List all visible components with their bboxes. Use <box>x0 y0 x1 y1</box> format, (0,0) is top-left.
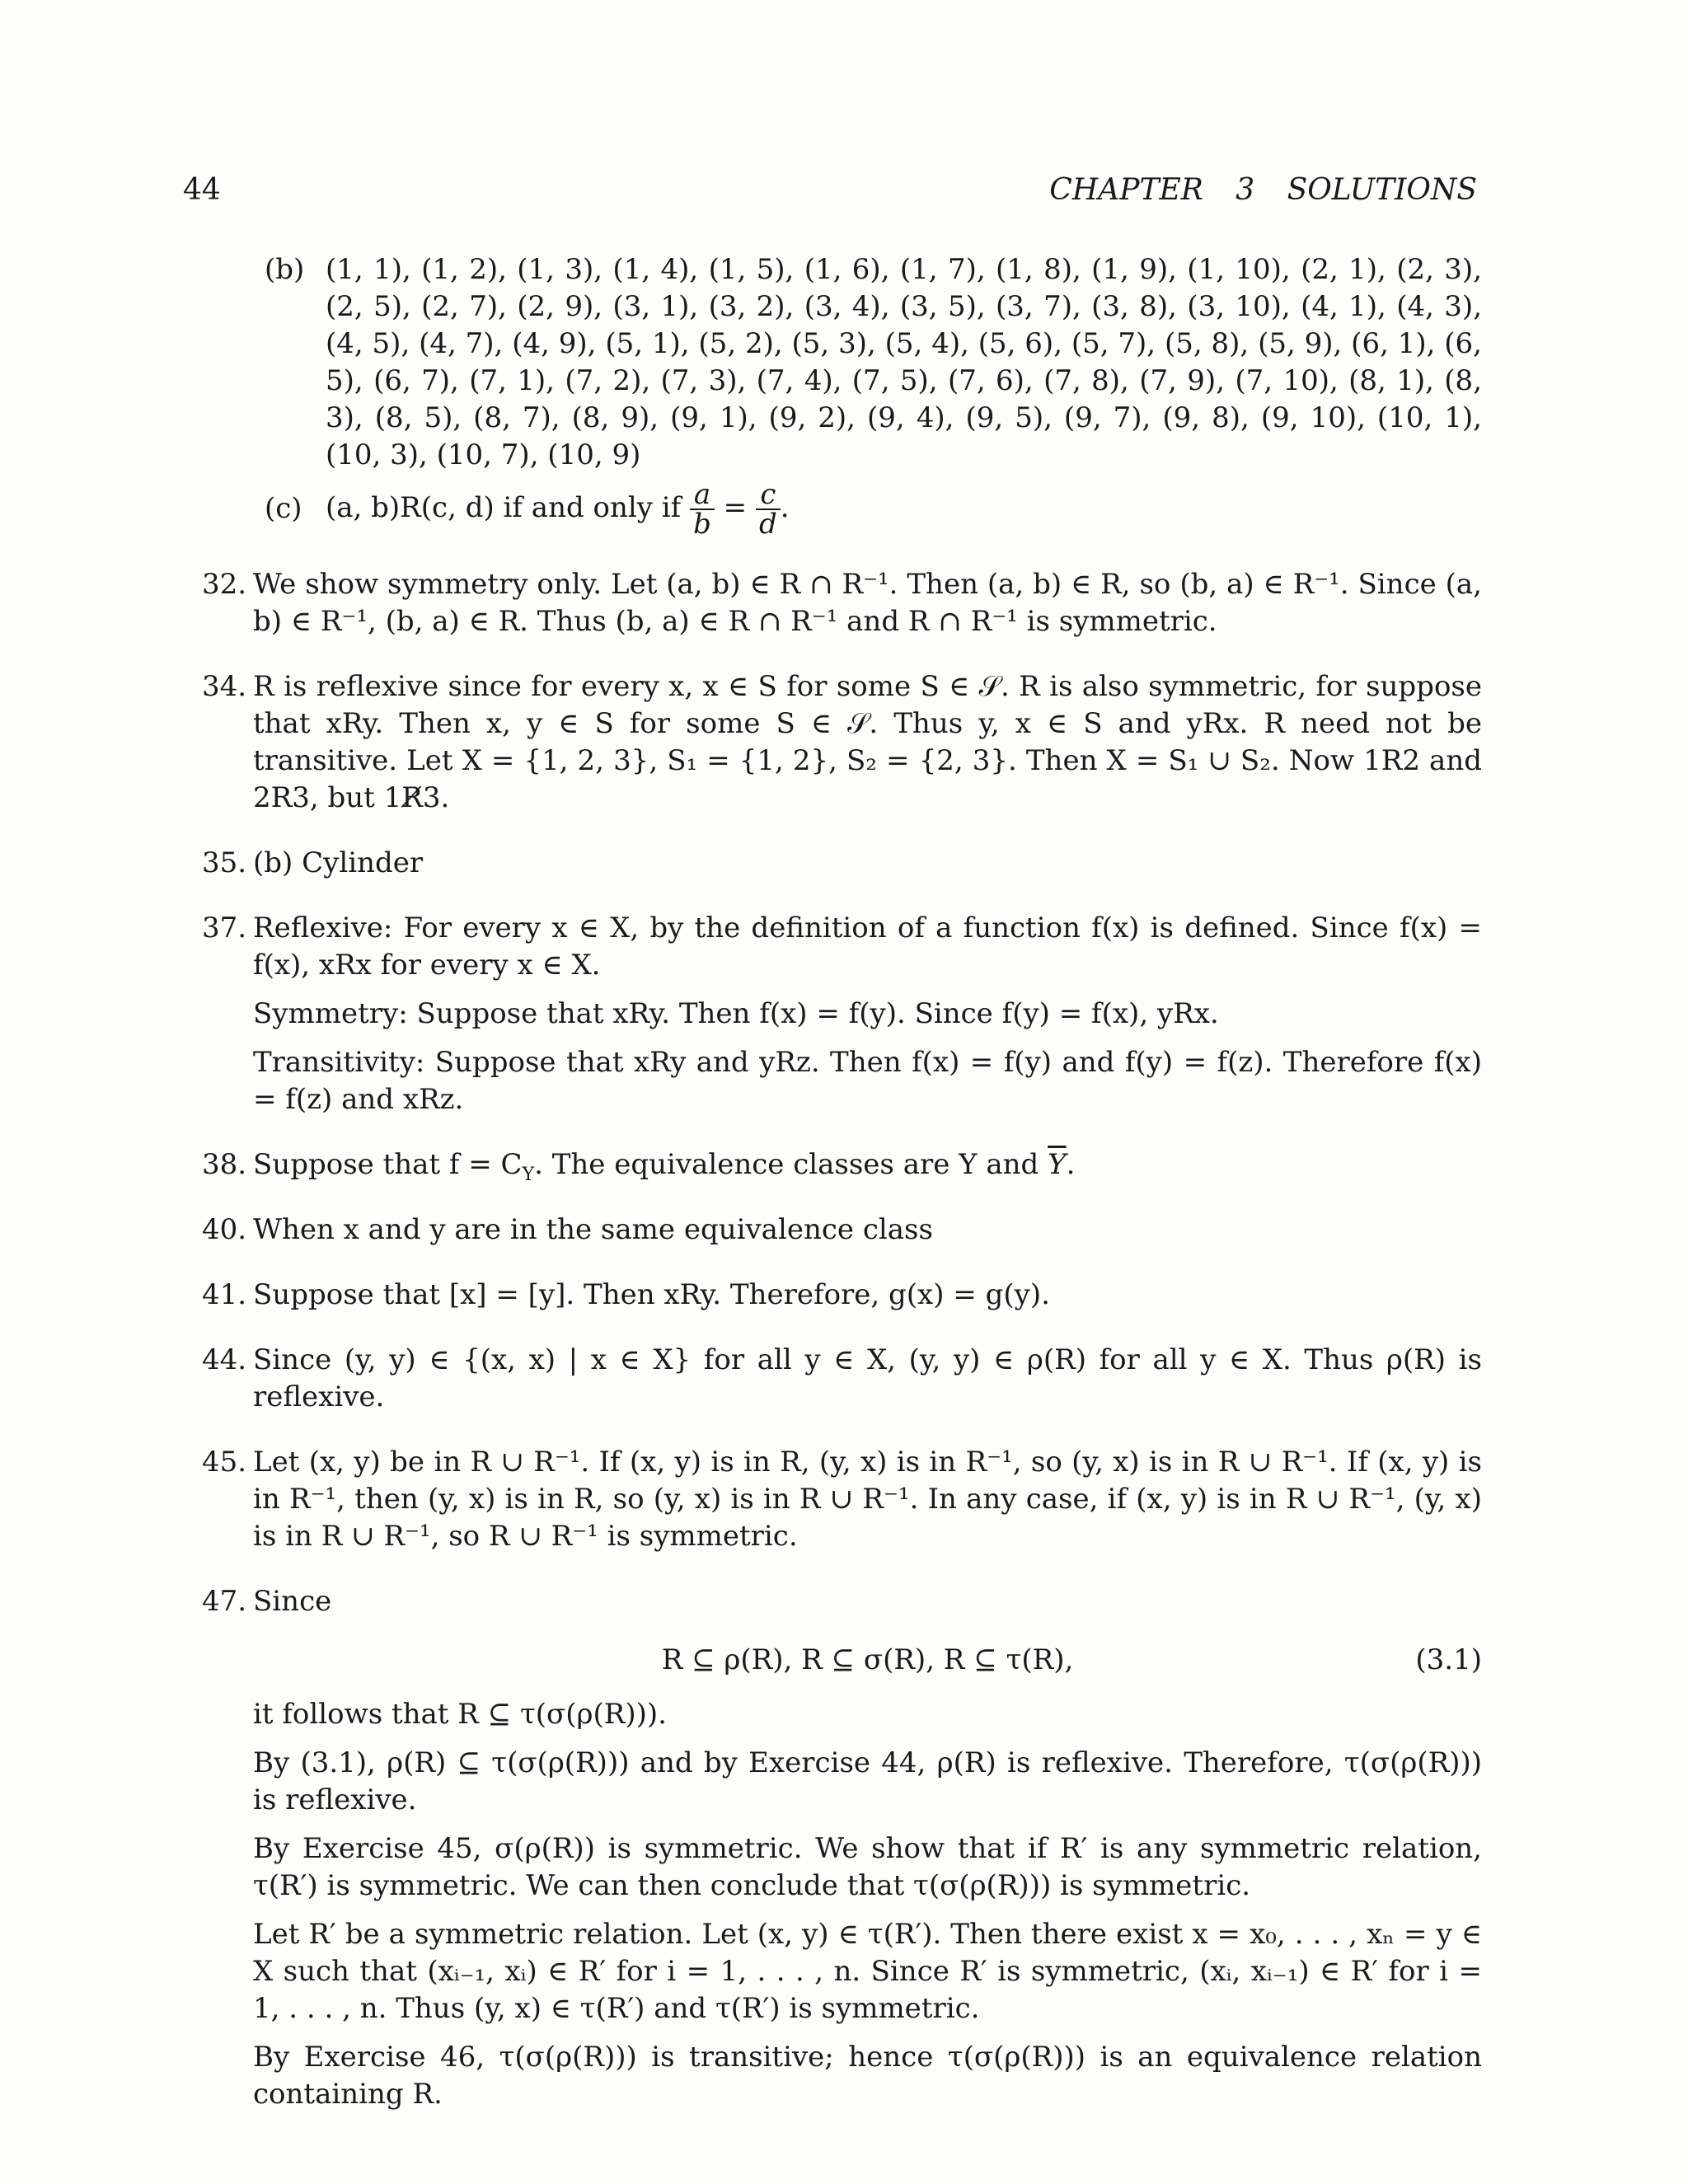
exercise-number: 35. <box>202 846 247 879</box>
exercise-text: When x and y are in the same equivalence class <box>253 1213 933 1246</box>
exercise-number: 32. <box>202 568 247 601</box>
page-number: 44 <box>183 173 221 207</box>
exercise-text: R is reflexive since for every x, x ∈ S for some S ∈ 𝒮. R is also symmetric, for suppose that xRy. Then x, y ∈ S for some S ∈ 𝒮. Thus y, x ∈ S and yRx. R need not be transitive. Let X = {1, 2, 3}, S₁ = {1, 2}, S₂ = {2, 3}. Then X = S₁ ∪ S₂. Now 1R2 and 2R3, but 1R̸3. <box>253 670 1482 814</box>
running-head: CHAPTER 3 SOLUTIONS <box>1049 173 1477 207</box>
exercise-number: 40. <box>202 1213 247 1246</box>
paragraph-1: it follows that R ⊆ τ(σ(ρ(R))). <box>253 1698 667 1731</box>
exercise-31c <box>202 478 1482 541</box>
exercise-37 <box>202 910 1482 1118</box>
exercise-number: 37. <box>202 912 247 944</box>
exercise-text: Suppose that $f = C_Y$. The equivalence classes are Y and $\overline{Y}$. <box>253 1148 1076 1185</box>
exercise-text: Since (y, y) ∈ {(x, x) | x ∈ X} for all y ∈ X, (y, y) ∈ ρ(R) for all y ∈ X. Thus ρ(R) is reflexive. <box>253 1343 1482 1413</box>
equals-sign: = <box>723 491 748 524</box>
paragraph-4: Let R′ be a symmetric relation. Let (x, y) ∈ τ(R′). Then there exist x = x₀, . . . , xₙ = y ∈ X such that (xᵢ₋₁, xᵢ) ∈ R′ for i = 1, . . . , n. Since R′ is symmetric, (xᵢ, xᵢ₋₁) ∈ R′ for i = 1, . . . , n. Thus (y, x) ∈ τ(R′) and τ(R′) is symmetric. <box>253 1918 1482 2025</box>
relation-pairs: (1, 1), (1, 2), (1, 3), (1, 4), (1, 5), (1, 6), (1, 7), (1, 8), (1, 9), (1, 10), (2, 1), (2, 3), (2, 5), (2, 7), (2, 9), (3, 1), (3, 2), (3, 4), (3, 5), (3, 7), (3, 8), (3, 10), (4, 1), (4, 3), (4, 5), (4, 7), (4, 9), (5, 1), (5, 2), (5, 3), (5, 4), (5, 6), (5, 7), (5, 8), (5, 9), (6, 1), (6, 5), (6, 7), (7, 1), (7, 2), (7, 3), (7, 4), (7, 5), (7, 6), (7, 8), (7, 9), (7, 10), (8, 1), (8, 3), (8, 5), (8, 7), (8, 9), (9, 1), (9, 2), (9, 4), (9, 5), (9, 7), (9, 8), (9, 10), (10, 1), (10, 3), (10, 7), (10, 9) <box>326 253 1482 471</box>
paragraph-2: By (3.1), ρ(R) ⊆ τ(σ(ρ(R))) and by Exercise 44, ρ(R) is reflexive. Therefore, τ(σ(ρ(R))) is reflexive. <box>253 1746 1482 1816</box>
exercise-34 <box>202 668 1482 817</box>
display-equation <box>253 1632 1482 1690</box>
exercise-number: 45. <box>202 1446 247 1479</box>
exercise-38 <box>202 1146 1482 1183</box>
exercise-text: Suppose that [x] = [y]. Then xRy. Therefore, g(x) = g(y). <box>253 1278 1050 1311</box>
part-c-text: (a, b)R(c, d) if and only if <box>326 491 682 524</box>
exercise-32 <box>202 566 1482 640</box>
fraction-c-over-d: $\frac{c}{d}$ <box>756 480 781 538</box>
paragraph-5: By Exercise 46, τ(σ(ρ(R))) is transitive; hence τ(σ(ρ(R))) is an equivalence relation containing R. <box>253 2041 1482 2111</box>
paragraph-3: By Exercise 45, σ(ρ(R)) is symmetric. We show that if R′ is any symmetric relation, τ(R′) is symmetric. We can then conclude that τ(σ(ρ(R))) is symmetric. <box>253 1832 1482 1902</box>
exercise-44 <box>202 1342 1482 1416</box>
exercise-number: 34. <box>202 670 247 703</box>
exercise-text: We show symmetry only. Let (a, b) ∈ R ∩ R⁻¹. Then (a, b) ∈ R, so (b, a) ∈ R⁻¹. Since (a, b) ∈ R⁻¹, (b, a) ∈ R. Thus (b, a) ∈ R ∩ R⁻¹ and R ∩ R⁻¹ is symmetric. <box>253 568 1482 638</box>
fraction-a-over-b: $\frac{a}{b}$ <box>690 480 715 538</box>
exercise-45 <box>202 1444 1482 1555</box>
exercise-35 <box>202 845 1482 882</box>
y-complement: $\overline{Y}$ <box>1048 1148 1067 1181</box>
exercise-number: 44. <box>202 1343 247 1376</box>
exercise-41 <box>202 1277 1482 1314</box>
reflexive-paragraph: Reflexive: For every x ∈ X, by the definition of a function f(x) is defined. Since f(x) = f(x), xRx for every x ∈ X. <box>253 912 1482 982</box>
symmetry-paragraph: Symmetry: Suppose that xRy. Then f(x) = f(y). Since f(y) = f(x), yRx. <box>253 997 1219 1030</box>
equation-body: R ⊆ ρ(R), R ⊆ σ(R), R ⊆ τ(R), <box>661 1643 1074 1676</box>
part-label-b: (b) <box>265 253 305 286</box>
exercise-number: 41. <box>202 1278 247 1311</box>
exercise-text: Let (x, y) be in R ∪ R⁻¹. If (x, y) is in R, (y, x) is in R⁻¹, so (y, x) is in R ∪ R⁻¹. If (x, y) is in R⁻¹, then (y, x) is in R, so (y, x) is in R ∪ R⁻¹. In any case, if (x, y) is in R ∪ R⁻¹, (y, x) is in R ∪ R⁻¹, so R ∪ R⁻¹ is symmetric. <box>253 1446 1482 1553</box>
exercise-47 <box>202 1583 1482 2113</box>
part-c-body: (a, b)R(c, d) if and only if $\frac{a}{b}$ = $\frac{c}{d}$ . <box>326 478 790 541</box>
exercise-text: (b) Cylinder <box>253 846 424 879</box>
exercise-intro: Since <box>253 1585 332 1618</box>
equation-number: (3.1) <box>1415 1643 1482 1676</box>
solutions-content <box>202 251 1482 2141</box>
exercise-number: 38. <box>202 1148 247 1181</box>
exercise-40 <box>202 1212 1482 1249</box>
exercise-31b <box>202 251 1482 474</box>
part-label-c: (c) <box>265 492 302 525</box>
exercise-number: 47. <box>202 1585 247 1618</box>
transitivity-paragraph: Transitivity: Suppose that xRy and yRz. Then f(x) = f(y) and f(y) = f(z). Therefore f(x) = f(z) and xRz. <box>253 1046 1482 1116</box>
